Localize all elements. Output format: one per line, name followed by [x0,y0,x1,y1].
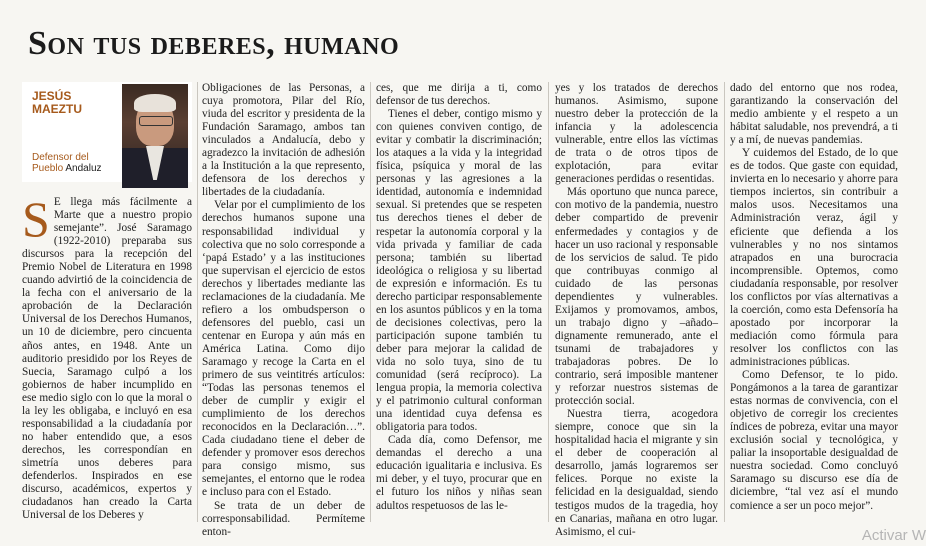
paragraph: Velar por el cumplimiento de los derechos humanos supone una responsabilidad individual y colectiva que no solo corresponde a ‘papá Estado’ y a las instituciones que supervisan el ejercicio de estos derechos y libertades mediante las reclamaciones de la ciudadanía. Me refiero a los ombudsperson o defensores del pueblo, casi un centenar en Europa y aún más en América Latina. Como dijo Saramago y recoge la Carta en el primero de sus veintitrés artículos: “Todas las personas tenemos el deber de cumplir y exigir el cumplimiento de los derechos reconocidos en la Declaración…”. Cada ciudadano tiene el deber de defender y promover esos derechos para consigo mismo, sus semejantes, el entorno que le rodea e incluso para con el Estado. [202,199,365,499]
headline: Son tus deberes, humano [28,25,400,62]
dropcap: S [22,191,50,247]
paragraph: Y cuidemos del Estado, de lo que es de todos. Que gaste con equidad, invierta en lo necesario y ahorre para tiempos inciertos, sin contribuir a malos usos. Necesitamos una Administración veraz, ágil y eficiente que defienda a los vulnerables y no nos sintamos atrapados en una burocracia incomprensible. Optemos, como ciudadanía responsable, por resolver los conflictos por vías alternativas a la coerción, como esta Defensoría ha apostado por incorporar la mediación como fórmula para resolver los conflictos con las administraciones públicas. [730,147,898,368]
article-column-1 [22,191,192,522]
paragraph: Como Defensor, te lo pido. Pongámonos a la tarea de garantizar estas normas de convivencia, con el objetivo de corregir los crecientes índices de pobreza, evitar una mayor exclusión social y tecnológica, y paliar la insoportable desigualdad de nuestra sociedad. Como concluyó Saramago su discurso ese día de diciembre, “tal vez así el mundo comience a ser un poco mejor”. [730,369,898,512]
paragraph: Más oportuno que nunca parece, con motivo de la pandemia, nuestro deber compartido de prevenir enfermedades y contagios y de hacer un uso racional y responsable de los servicios de salud. Te pido que contribuyas conmigo al cuidado de las personas dependientes y vulnerables. Exijamos y promovamos, ambos, un trabajo digno y –añado– dignamente remunerado, ante el tsunami de trabajadores y trabajadoras pobres. De lo contrario, será imposible mantener y reforzar nuestros sistemas de protección social. [555,186,718,408]
paragraph: Se trata de un deber de corresponsabilidad. Permíteme enton- [202,499,365,538]
paragraph: Obligaciones de las Personas, a cuya promotora, Pilar del Río, viuda del escritor y presidenta de la Fundación Saramago, ambos tan vinculados a Andalucía, debo y agradezco la invitación de adhesión a la Institución a la que represento, defensora de los derechos y libertades de la ciudadanía. [202,82,365,199]
paragraph: yes y los tratados de derechos humanos. Asimismo, supone nuestro deber la protección de la infancia y la adolescencia vulnerable, entre ellos las víctimas de trata o de otros tipos de explotación, para evitar generaciones perdidas o resentidas. [555,82,718,186]
article-column-3 [376,82,542,513]
paragraph: Nuestra tierra, acogedora siempre, conoce que sin la hospitalidad hacia el migrante y sin el deber de cooperación al desarrollo, jamás lograremos ser felices. Porque no existe la felicidad en la desigualdad, siendo testigos mudos de la tragedia, hoy en Canarias, mañana en otro lugar. Asimismo, el cui- [555,408,718,538]
paragraph: Cada día, como Defensor, me demandas el derecho a una educación igualitaria e inclusiva. Es mi deber, y el tuyo, procurar que en el futuro los niños y niñas sean adultos respetuosos de las le- [376,434,542,512]
article-column-2 [202,82,365,539]
author-name: JESÚS MAEZTU [32,89,82,116]
paragraph: S E llega más fácilmente a Marte que a nuestro propio semejante”. José Saramago (1922-2010) preparaba sus discursos para la recepción del Premio Nobel de Literatura en 1998 cuando advirtió de la coincidencia de la fecha con el aniversario de la aprobación de la Declaración Universal de los Derechos Humanos, un 10 de diciembre, pero cincuenta años antes, en 1948. Ante un auditorio presidido por los Reyes de Suecia, Saramago culpó a los gobiernos de haber incumplido en ese medio siglo con lo que la moral o la ley les obligaba, e incluyó en esa responsabilidad a la ciudadanía por no haber entendido que, a esos derechos, les correspondían en simetría unos deberes para defenderlos. Inspirados en ese discurso, académicos, expertos y ciudadanos han creado la Carta Universal de los Deberes y [22,191,192,522]
paragraph: Tienes el deber, contigo mismo y con quienes conviven contigo, de evitar y combatir la discriminación; los ataques a la vida y la integridad física, psíquica y moral de las personas y las agresiones a la identidad, autonomía e indemnidad sexual. Si pretendes que se respeten tus derechos tienes el deber de respetar la autonomía corporal y la vida privada y familiar de cada persona; también su libertad ideológica o religiosa y su libertad de expresión e información. Es tu derecho participar responsablemente en los asuntos públicos y en la toma de decisiones colectivas, pero la participación supone también tu deber para mejorar la calidad de vida no solo tuya, sino de tu comunidad (será recíproco). La lengua propia, la memoria colectiva y el patrimonio cultural conforman una identidad cuya defensa es obligatoria para todos. [376,108,542,434]
paragraph: dado del entorno que nos rodea, garantizando la conservación del medio ambiente y el respeto a un hábitat saludable, nos prevendrá, a ti y a mí, de nuevas pandemias. [730,82,898,147]
author-box [22,82,192,182]
author-photo [122,84,188,180]
article-column-4 [555,82,718,539]
activation-watermark: Activar W [861,527,926,544]
paragraph: ces, que me dirija a ti, como defensor de tus derechos. [376,82,542,108]
author-role-plain: Andaluz [65,163,102,174]
article-column-5 [730,82,898,513]
author-role [32,152,120,174]
author-role-highlight: Defensor del Pueblo [32,152,89,174]
